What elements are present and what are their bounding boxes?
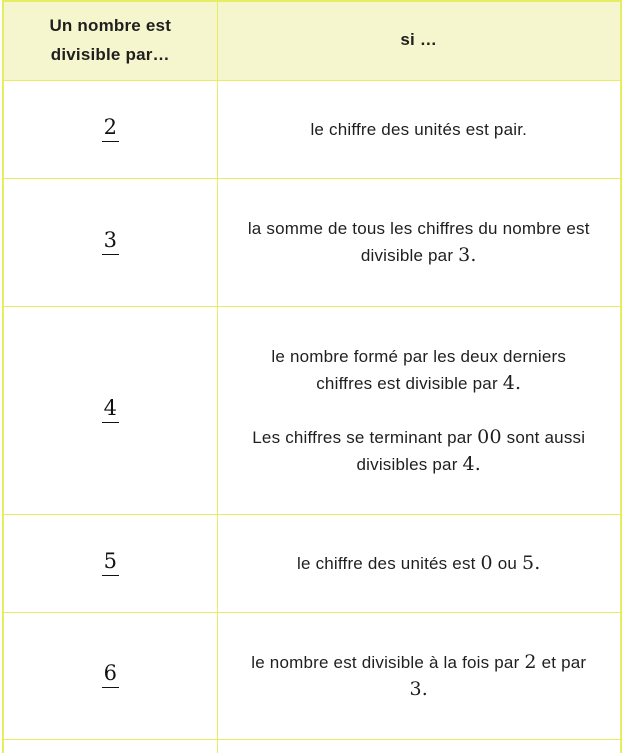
rule-text: le nombre est divisible à la fois par <box>251 652 525 672</box>
table-row-partial <box>3 739 621 753</box>
divisibility-table <box>2 0 622 753</box>
divisor-number: 4 <box>102 398 119 423</box>
math-number: 4. <box>502 371 522 394</box>
table-row <box>3 306 621 514</box>
table-row <box>3 612 621 739</box>
rule-text: sont aussi divisibles par <box>356 427 586 474</box>
rule-paragraph <box>244 215 595 269</box>
header-cell-divisor: Un nombre est divisible par… <box>3 1 217 80</box>
rule-cell <box>217 612 621 739</box>
divisor-number: 5 <box>102 551 119 576</box>
header-cell-condition: si … <box>217 1 621 80</box>
rule-text: la somme de tous les chiffres du nombre est divisible par <box>247 219 590 265</box>
rule-paragraph <box>244 424 595 478</box>
math-number: 3. <box>409 677 429 700</box>
divisor-number: 6 <box>102 663 119 688</box>
rule-text: ou <box>492 553 522 573</box>
rule-cell <box>217 739 621 753</box>
rule-text: le chiffre des unités est <box>297 553 481 573</box>
rule-cell <box>217 306 621 514</box>
divisor-cell <box>3 178 217 306</box>
header-row <box>3 1 621 80</box>
divisor-cell <box>3 612 217 739</box>
divisor-cell <box>3 514 217 612</box>
rule-paragraph <box>244 116 595 143</box>
divisor-number: 2 <box>102 117 119 142</box>
math-number: 4. <box>462 452 482 475</box>
rule-paragraph <box>244 550 595 577</box>
rule-paragraph <box>244 649 595 703</box>
math-number: 2 <box>524 650 537 673</box>
divisor-number: 3 <box>102 230 119 255</box>
math-number: 0 <box>480 551 493 574</box>
rule-paragraph <box>244 343 595 397</box>
math-number: 00 <box>477 425 502 448</box>
divisor-cell <box>3 80 217 178</box>
table-row <box>3 514 621 612</box>
rule-text: Les chiffres se terminant par <box>252 427 478 447</box>
table-row <box>3 80 621 178</box>
rule-cell <box>217 178 621 306</box>
math-number: 3. <box>458 244 477 266</box>
table-row <box>3 178 621 306</box>
math-number: 5. <box>521 551 541 574</box>
rule-cell <box>217 80 621 178</box>
rule-text: le nombre formé par les deux derniers chiffres est divisible par <box>271 346 567 393</box>
rule-text: le chiffre des unités est pair. <box>310 119 528 139</box>
divisor-cell <box>3 739 217 753</box>
rule-cell <box>217 514 621 612</box>
rule-text: et par <box>536 652 587 672</box>
divisor-cell <box>3 306 217 514</box>
